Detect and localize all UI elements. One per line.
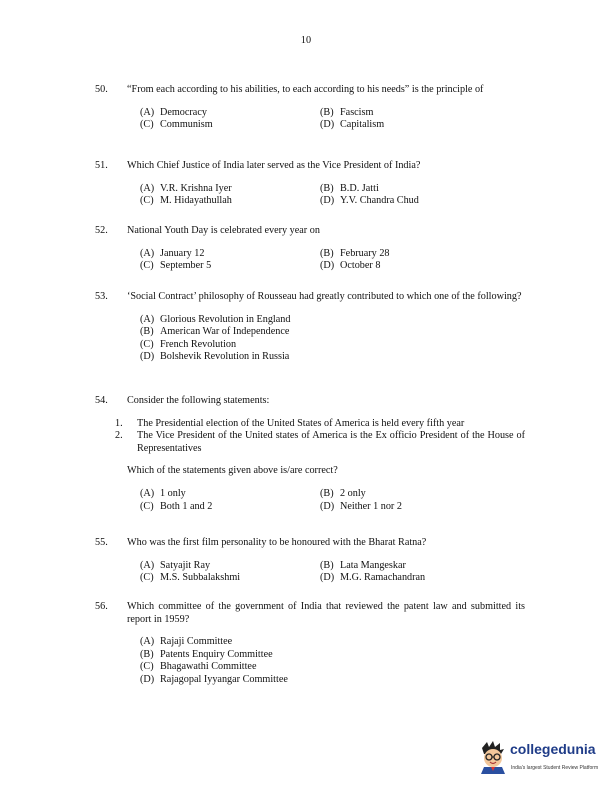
question-text: Which Chief Justice of India later served as the Vice President of India? — [127, 160, 421, 171]
question-54 — [95, 395, 525, 513]
option-d: (D) Capitalism — [320, 119, 385, 131]
option-c: (C) M. Hidayathullah — [140, 195, 232, 207]
statement-list — [115, 418, 525, 456]
question-text: “From each according to his abilities, to each according to his needs” is the principle of — [127, 84, 484, 95]
logo-tagline: India's largest Student Review Platform — [511, 765, 599, 771]
statement-1: 1. The Presidential election of the United States of America is held every fifth year — [115, 417, 465, 429]
question-text: ‘Social Contract’ philosophy of Rousseau had greatly contributed to which one of the following? — [127, 291, 522, 302]
statement-2: 2. The Vice President of the United states of America is the Ex officio President of the House of Representatives — [115, 430, 525, 454]
option-d: (D) Neither 1 nor 2 — [320, 500, 402, 512]
option-a: (A) Glorious Revolution in England — [140, 313, 291, 325]
option-b: (B) Fascism — [320, 106, 374, 118]
option-b: (B) Lata Mangeskar — [320, 559, 406, 571]
option-b: (B) Patents Enquiry Committee — [140, 648, 273, 660]
mascot-icon — [478, 740, 508, 774]
option-a: (A) January 12 — [140, 247, 205, 259]
options — [140, 560, 525, 585]
option-c: (C) French Revolution — [140, 338, 237, 350]
option-d: (D) October 8 — [320, 260, 381, 272]
options — [140, 314, 525, 364]
logo-wordmark: collegedunia — [510, 741, 596, 757]
option-b: (B) February 28 — [320, 247, 390, 259]
option-d: (D) M.G. Ramachandran — [320, 572, 426, 584]
collegedunia-logo — [478, 740, 606, 774]
question-52 — [95, 225, 525, 273]
question-51 — [95, 160, 525, 208]
options — [140, 183, 525, 208]
option-d: (D) Y.V. Chandra Chud — [320, 195, 419, 207]
option-d: (D) Bolshevik Revolution in Russia — [140, 351, 290, 363]
question-number: 52. — [95, 225, 108, 236]
question-follow-up: Which of the statements given above is/are correct? — [127, 465, 338, 477]
option-c: (C) Communism — [140, 119, 213, 131]
question-53 — [95, 291, 525, 364]
question-text: Consider the following statements: — [127, 395, 270, 406]
question-50 — [95, 84, 525, 132]
question-number: 56. — [95, 601, 108, 612]
option-c: (C) M.S. Subbalakshmi — [140, 572, 241, 584]
option-c: (C) September 5 — [140, 260, 212, 272]
options — [140, 488, 525, 513]
question-number: 54. — [95, 395, 108, 406]
option-a: (A) 1 only — [140, 487, 186, 499]
question-text: Which committee of the government of India that reviewed the patent law and submitted its report in 1959? — [127, 601, 525, 625]
question-55 — [95, 537, 525, 585]
option-b: (B) B.D. Jatti — [320, 182, 379, 194]
question-number: 51. — [95, 160, 108, 171]
question-text: National Youth Day is celebrated every year on — [127, 225, 320, 236]
option-b: (B) 2 only — [320, 487, 366, 499]
question-56 — [95, 601, 525, 687]
option-b: (B) American War of Independence — [140, 326, 290, 338]
page-number: 10 — [300, 35, 312, 46]
option-c: (C) Bhagawathi Committee — [140, 661, 257, 673]
options — [140, 636, 525, 686]
question-number: 50. — [95, 84, 108, 95]
option-c: (C) Both 1 and 2 — [140, 500, 213, 512]
question-number: 53. — [95, 291, 108, 302]
option-a: (A) V.R. Krishna Iyer — [140, 182, 232, 194]
options — [140, 248, 525, 273]
options — [140, 107, 525, 132]
question-number: 55. — [95, 537, 108, 548]
option-a: (A) Satyajit Ray — [140, 559, 211, 571]
option-a: (A) Rajaji Committee — [140, 636, 233, 648]
option-d: (D) Rajagopal Iyyangar Committee — [140, 673, 288, 685]
question-text: Who was the first film personality to be honoured with the Bharat Ratna? — [127, 537, 427, 548]
option-a: (A) Democracy — [140, 106, 207, 118]
